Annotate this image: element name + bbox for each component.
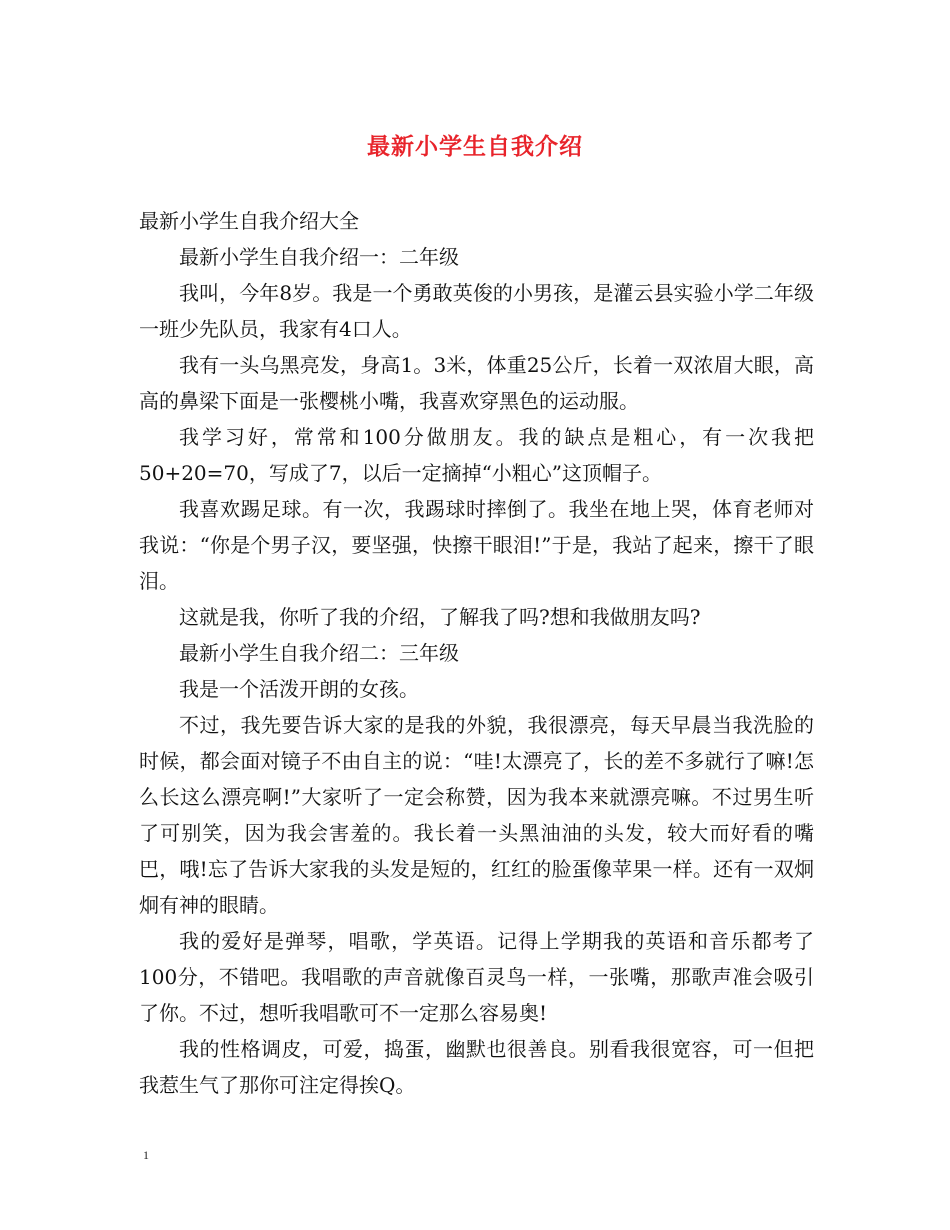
body-paragraph: 我学习好，常常和100分做朋友。我的缺点是粗心，有一次我把50+20=70，写成了7，以后一定摘掉“小粗心”这顶帽子。 [139, 425, 814, 485]
body-subtitle: 最新小学生自我介绍大全 [139, 209, 359, 233]
body-paragraph: 我叫，今年8岁。我是一个勇敢英俊的小男孩，是灌云县实验小学二年级一班少先队员，我家有4口人。 [139, 281, 814, 341]
section-heading-grade-two: 最新小学生自我介绍一：二年级 [179, 245, 459, 269]
document-title: 最新小学生自我介绍 [367, 134, 583, 160]
section-heading-grade-three: 最新小学生自我介绍二：三年级 [179, 641, 459, 665]
page-number: 1 [143, 1148, 149, 1162]
body-paragraph: 我的性格调皮，可爱，捣蛋，幽默也很善良。别看我很宽容，可一但把我惹生气了那你可注定得挨Q。 [139, 1037, 814, 1097]
body-paragraph: 我是一个活泼开朗的女孩。 [179, 677, 419, 701]
body-paragraph: 这就是我，你听了我的介绍，了解我了吗?想和我做朋友吗? [179, 605, 701, 629]
body-paragraph: 我有一头乌黑亮发，身高1。3米，体重25公斤，长着一双浓眉大眼，高高的鼻梁下面是一张樱桃小嘴，我喜欢穿黑色的运动服。 [139, 353, 814, 413]
body-paragraph: 我的爱好是弹琴，唱歌，学英语。记得上学期我的英语和音乐都考了100分，不错吧。我唱歌的声音就像百灵鸟一样，一张嘴，那歌声准会吸引了你。不过，想听我唱歌可不一定那么容易奥! [139, 929, 814, 1025]
body-paragraph: 我喜欢踢足球。有一次，我踢球时摔倒了。我坐在地上哭，体育老师对我说：“你是个男子汉，要坚强，快擦干眼泪!”于是，我站了起来，擦干了眼泪。 [139, 497, 814, 593]
body-paragraph: 不过，我先要告诉大家的是我的外貌，我很漂亮，每天早晨当我洗脸的时候，都会面对镜子不由自主的说：“哇!太漂亮了，长的差不多就行了嘛!怎么长这么漂亮啊!”大家听了一定会称赞，因为我本来就漂亮嘛。不过男生听了可别笑，因为我会害羞的。我长着一头黑油油的头发，较大而好看的嘴巴，哦!忘了告诉大家我的头发是短的，红红的脸蛋像苹果一样。还有一双炯炯有神的眼睛。 [139, 713, 814, 917]
document-body [139, 203, 814, 1103]
